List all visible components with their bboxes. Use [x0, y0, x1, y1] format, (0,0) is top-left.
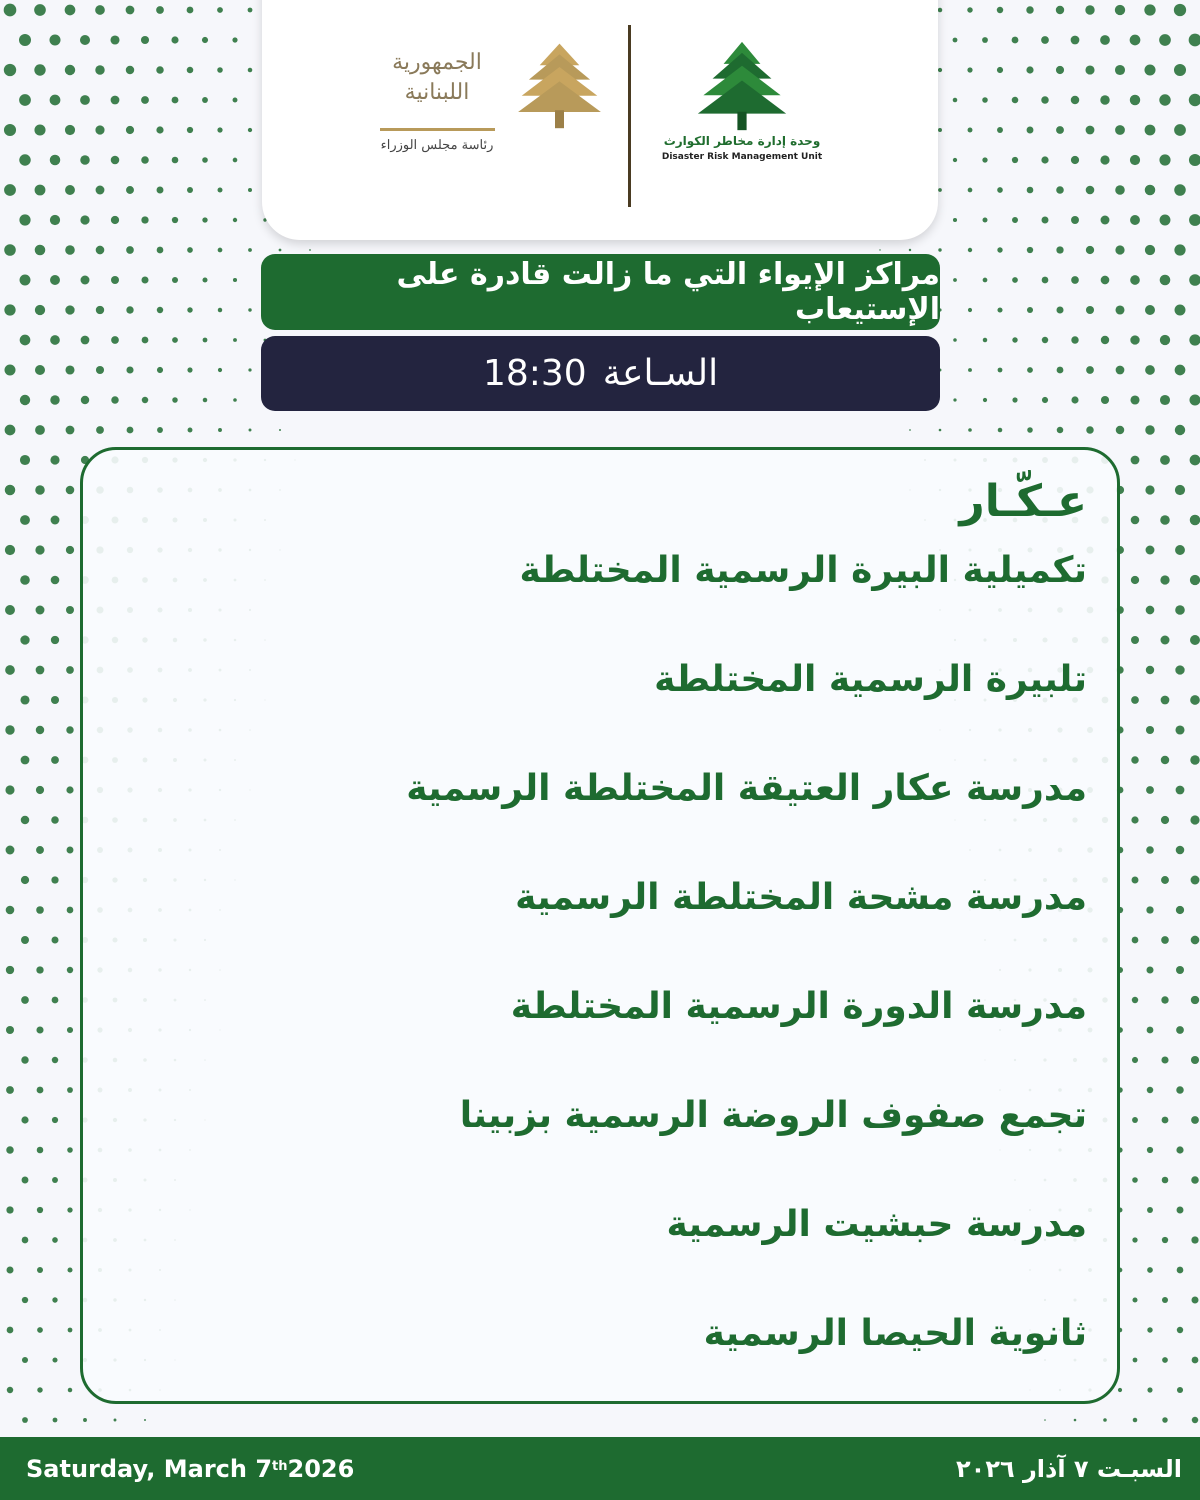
shelter-center-item: تكميلية البيرة الرسمية المختلطة: [519, 550, 1087, 591]
logo-rule: [380, 128, 495, 131]
date-english: Saturday, March 7 $^{th}$ 2026: [26, 1454, 355, 1483]
shelter-center-item: مدرسة الدورة الرسمية المختلطة: [510, 986, 1087, 1027]
time-label: السـاعة: [602, 353, 719, 394]
lebanese-republic-logo: [372, 40, 612, 190]
shelter-center-item: مدرسة عكار العتيقة المختلطة الرسمية: [406, 768, 1087, 809]
cedar-icon-green: [692, 40, 792, 132]
logo-divider: [628, 25, 631, 207]
prime-ministry-subtitle: رئاسة مجلس الوزراء: [380, 138, 494, 153]
footer-bar: [0, 1437, 1200, 1500]
cedar-icon-gold: [512, 40, 607, 130]
shelter-center-item: ثانوية الحيصا الرسمية: [703, 1313, 1087, 1354]
shelter-center-item: مدرسة مشحة المختلطة الرسمية: [515, 877, 1087, 918]
region-name: عـكّـار: [959, 476, 1087, 527]
shelter-center-item: تلبيرة الرسمية المختلطة: [654, 659, 1087, 700]
shelter-center-item: مدرسة حبشيت الرسمية: [666, 1204, 1087, 1245]
drm-unit-logo: [657, 40, 827, 162]
header-logo-card: [262, 0, 938, 240]
page-title: مراكز الإيواء التي ما زالت قادرة على الإستيعاب: [261, 254, 940, 330]
time-value: 18:30: [482, 353, 587, 394]
shelter-list-box: [80, 447, 1120, 1404]
drm-unit-name-arabic: وحدة إدارة مخاطر الكوارث: [663, 134, 821, 148]
time-banner: [261, 336, 940, 411]
republic-name: الجمهورية اللبنانية: [392, 50, 482, 105]
shelter-center-item: تجمع صفوف الروضة الرسمية بزبينا: [459, 1095, 1087, 1136]
drm-unit-name-english: Disaster Risk Management Unit: [661, 152, 823, 162]
date-arabic: السبـت ٧ آذار ٢٠٢٦: [956, 1454, 1182, 1483]
